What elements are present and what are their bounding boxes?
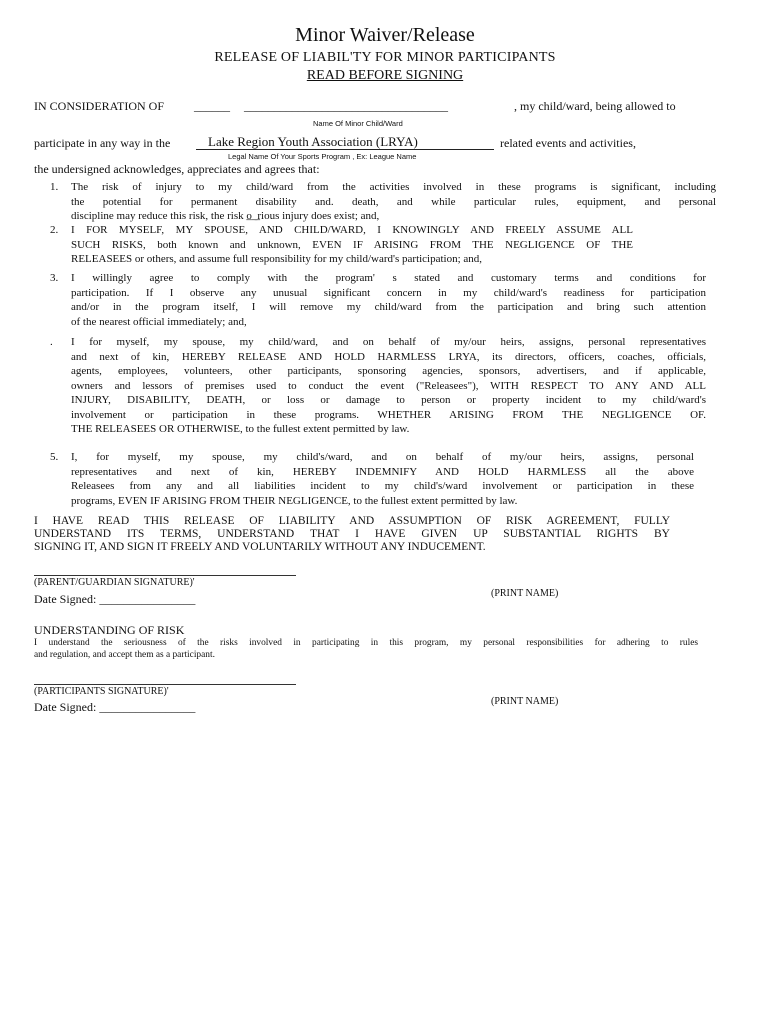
participate-suffix: related events and activities, [500,136,636,150]
item-3-line: and/or in the program itself, I will remove my child/ward from the participation and bring such attention [71,301,706,313]
participant-date-blank: ________________ [99,700,196,714]
item-2-number: 2. [50,224,59,236]
item-2-line: I FOR MYSELF, MY SPOUSE, AND CHILD/WARD, I KNOWINGLY AND FREELY ASSUME ALL [71,224,633,236]
acknowledges-text: the undersigned acknowledges, appreciates and agrees that: [34,162,320,176]
consideration-prefix: IN CONSIDERATION OF [34,99,165,113]
item-4-line: involvement or participation in these programs. WHETHER ARISING FROM THE NEGLIGENCE OF. [71,408,706,421]
item-4-line: owners and lessors of premises used to conduct the event ("Releasees"), WITH RESPECT TO ANY AND ALL [71,379,706,392]
item-4-line: and next of kin, HEREBY RELEASE AND HOLD HARMLESS LRYA, its directors, officers, coaches, officials, [71,350,706,363]
item-4-line: agents, employees, volunteers, other participants, sponsoring agencies, sponsors, advertisers, and if applicable, [71,365,706,377]
item-3-text [71,271,706,329]
item-4-line: I for myself, my spouse, my child/ward, and on behalf of my/our heirs, assigns, personal representatives [71,336,706,348]
item-1-number: 1. [50,181,59,193]
participant-date-label: Date Signed: [34,700,97,714]
item-1-line: discipline may reduce this risk, the risk o̲ ̲ ̲rious injury does exist; and, [71,210,380,222]
participate-prefix: participate in any way in the [34,136,171,150]
item-3-number: 3. [50,272,59,284]
item-2-line: RELEASEES or others, and assume full responsibility for my child/ward's participation; and, [71,253,483,265]
statement-line: I HAVE READ THIS RELEASE OF LIABILITY AND ASSUMPTION OF RISK AGREEMENT, FULLY [34,515,670,527]
participant-date-field[interactable] [34,700,195,715]
item-3-line: participation. If I observe any unusual significant concern in my child/ward's readiness for participation [71,286,706,299]
consideration-blank-short: ______ [194,99,230,113]
parent-signature-line[interactable] [34,575,296,576]
understanding-line: and regulation, and accept them as a participant. [34,650,215,660]
item-4-line: THE RELEASEES OR OTHERWISE, to the fullest extent permitted by law. [71,423,410,435]
item-5-line: programs, EVEN IF ARISING FROM THEIR NEGLIGENCE, to the fullest extent permitted by law. [71,494,518,507]
minor-name-caption: Name Of Minor Child/Ward [313,119,403,128]
item-1-line: the potential for permanent disability and. death, and while particular rules, equipment, and personal [71,195,716,208]
item-5-number: 5. [50,451,59,463]
item-5-line: I, for myself, my spouse, my child's/ward, and on behalf of my/our heirs, assigns, personal [71,451,694,463]
parent-print-name: (PRINT NAME) [491,588,559,599]
participant-signature-label: (PARTICIPANTS SIGNATURE)' [34,686,169,697]
participant-print-name: (PRINT NAME) [491,696,559,707]
item-5-line: representatives and next of kin, HEREBY INDEMNIFY AND HOLD HARMLESS all the above [71,465,694,478]
item-4-number: . [50,336,53,348]
understanding-line: I understand the seriousness of the risks involved in participating in this program, my personal responsibilities for adhering to rules [34,638,698,648]
parent-date-field[interactable] [34,592,195,607]
statement-line: SIGNING IT, AND SIGN IT FREELY AND VOLUNTARILY WITHOUT ANY INDUCEMENT. [34,541,486,553]
program-name-caption: Legal Name Of Your Sports Program , Ex: League Name [228,152,417,161]
item-5-text [71,450,694,508]
consideration-suffix: , my child/ward, being allowed to [514,99,676,113]
understanding-text [34,637,698,661]
item-5-line: Releasees from any and all liabilities incident to my child's/ward involvement or participation in these [71,480,694,492]
participant-signature-line[interactable] [34,684,296,685]
statement-line: UNDERSTAND ITS TERMS, UNDERSTAND THAT I HAVE GIVEN UP SUBSTANTIAL RIGHTS BY [34,528,670,540]
item-2-line: SUCH RISKS, both known and unknown, EVEN IF ARISING FROM THE NEGLIGENCE OF THE [71,238,633,251]
parent-signature-label: (PARENT/GUARDIAN SIGNATURE)' [34,577,195,588]
agreement-statement [34,515,670,554]
parent-date-blank: ________________ [99,592,196,606]
item-4-text [71,335,706,437]
document-title: Minor Waiver/Release [295,24,475,46]
item-3-line: I willingly agree to comply with the program' s stated and customary terms and conditions for [71,272,706,284]
program-name: Lake Region Youth Association (LRYA) [208,134,418,149]
item-3-line: of the nearest official immediately; and, [71,315,247,328]
item-1-text [71,180,716,224]
program-name-field[interactable] [196,134,494,150]
item-1-line: The risk of injury to my child/ward from the activities involved in these programs is significant, including [71,181,716,193]
read-before-signing: READ BEFORE SIGNING [306,68,464,83]
document-subtitle: RELEASE OF LIABIL'TY FOR MINOR PARTICIPANTS [214,50,556,65]
item-2-text [71,223,633,267]
item-4-line: INJURY, DISABILITY, DEATH, or loss or damage to person or property incident to my child/ward's [71,394,706,406]
minor-name-field[interactable]: __________________________________ [244,99,448,113]
parent-date-label: Date Signed: [34,592,97,606]
understanding-heading: UNDERSTANDING OF RISK [34,623,185,637]
